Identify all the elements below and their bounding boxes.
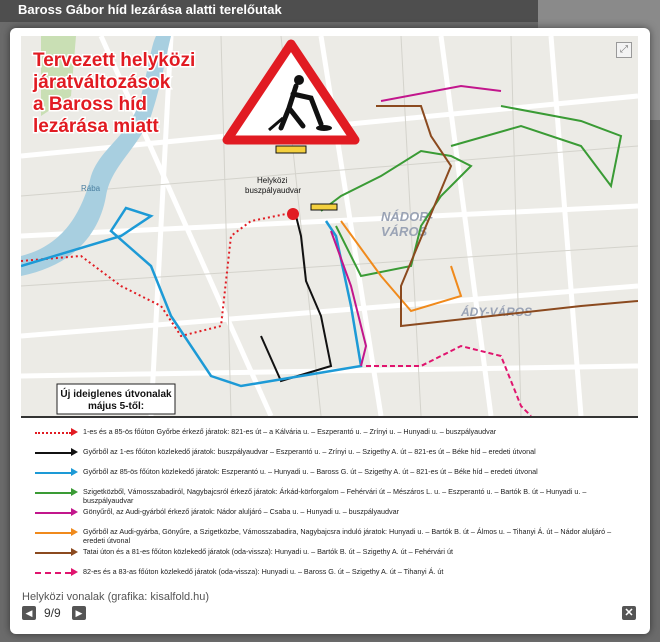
route-map <box>21 36 638 416</box>
legend-line-swatch <box>35 432 71 434</box>
map-title-line-2: járatváltozások <box>33 72 171 93</box>
station-marker <box>287 208 299 220</box>
legend-line-swatch <box>35 472 71 474</box>
legend-arrow-icon <box>71 568 78 576</box>
legend-text: Szigetközből, Vámosszabadiról, Nagybajcsról érkező járatok: Árkád-körforgalom – Fehérvári út – Mészáros L. u. – Eszperantó u. – Bartók B. út – Hunyadi u. – buszpályaudvar <box>83 487 587 505</box>
expand-icon[interactable]: ⤢ <box>616 42 632 58</box>
new-routes-line-2: május 5-től: <box>87 401 145 412</box>
legend-text: Gönyűről, az Audi-gyárból érkező járatok: Nádor aluljáró – Csaba u. – Hunyadi u. – buszpályaudvar <box>83 507 400 516</box>
close-button[interactable]: ✕ <box>622 606 636 620</box>
legend-arrow-icon <box>71 528 78 536</box>
river-label: Rába <box>81 184 101 193</box>
legend-line-swatch <box>35 572 71 574</box>
previous-button[interactable]: ◀ <box>22 606 36 620</box>
legend-line-swatch <box>35 512 71 514</box>
legend-item <box>27 564 632 582</box>
legend-arrow-icon <box>71 468 78 476</box>
legend-item <box>27 464 632 482</box>
legend-text: Tatai úton és a 81-es főúton közlekedő járatok (oda-vissza): Hunyadi u. – Bartók B. út – Szigethy A. út – Fehérvári út <box>83 547 453 556</box>
district-label-nador-1: NÁDOR- <box>381 209 433 224</box>
legend-item <box>27 544 632 562</box>
route-map-image <box>21 36 638 584</box>
legend-arrow-icon <box>71 428 78 436</box>
legend-text: Győrből az Audi-gyárba, Gönyűre, a Szigetközbe, Vámosszabadira, Nagybajcsra induló járatok: Hunyadi u. – Bartók B. út – Álmos u. – Tihanyi Á. út – Nádor aluljáró – eredeti útvonal <box>83 527 612 545</box>
legend-item <box>27 444 632 462</box>
legend-line-swatch <box>35 452 71 454</box>
map-title-line-3: a Baross híd <box>33 94 148 115</box>
district-label-ady: ÁDY-VÁROS <box>461 305 533 319</box>
legend-arrow-icon <box>71 508 78 516</box>
legend-line-swatch <box>35 532 71 534</box>
legend-text: Győrből az 1-es főúton közlekedő járatok: buszpályaudvar – Eszperantó u. – Zrínyi u. – Szigethy A. út – 821-es út – Béke híd – eredeti útvonal <box>83 447 536 456</box>
lightbox-modal <box>10 28 650 634</box>
next-button[interactable]: ▶ <box>72 606 86 620</box>
legend-arrow-icon <box>71 448 78 456</box>
legend-arrow-icon <box>71 548 78 556</box>
new-routes-line-1: Új ideiglenes útvonalak <box>60 389 172 400</box>
map-title-line-4: lezárása miatt <box>33 116 159 137</box>
background-page-title: Baross Gábor híd lezárása alatti terelőutak <box>18 2 282 17</box>
legend-item <box>27 484 632 505</box>
legend-line-swatch <box>35 492 71 494</box>
station-label: Helyközi buszpályaudvar <box>245 176 302 195</box>
map-title-line-1: Tervezett helyközi <box>33 50 196 71</box>
route-legend <box>21 416 638 584</box>
legend-item <box>27 504 632 522</box>
district-label-nador-2: VÁROS <box>381 224 428 239</box>
pager-counter: 9/9 <box>44 606 61 620</box>
legend-arrow-icon <box>71 488 78 496</box>
legend-item <box>27 424 632 442</box>
road-barrier-icon <box>276 146 306 153</box>
legend-line-swatch <box>35 552 71 554</box>
legend-text: Győrből az 85-ös főúton közlekedő járatok: Eszperantó u. – Hunyadi u. – Baross G. út – Szigethy A. út – 821-es út – Béke híd – eredeti útvonal <box>83 467 538 476</box>
legend-text: 1-es és a 85-ös főúton Győrbe érkező járatok: 821-es út – a Kálvária u. – Eszperantó u. – Zrínyi u. – Hunyadi u. – buszpályaudvar <box>83 427 497 436</box>
legend-item <box>27 524 632 545</box>
image-caption: Helyközi vonalak (grafika: kisalfold.hu) <box>22 591 210 603</box>
legend-text: 82-es és a 83-as főúton közlekedő járatok (oda-vissza): Hunyadi u. – Baross G. út – Szigethy A. út – Tihanyi Á. út <box>83 567 444 576</box>
road-barrier-icon-2 <box>311 204 337 210</box>
